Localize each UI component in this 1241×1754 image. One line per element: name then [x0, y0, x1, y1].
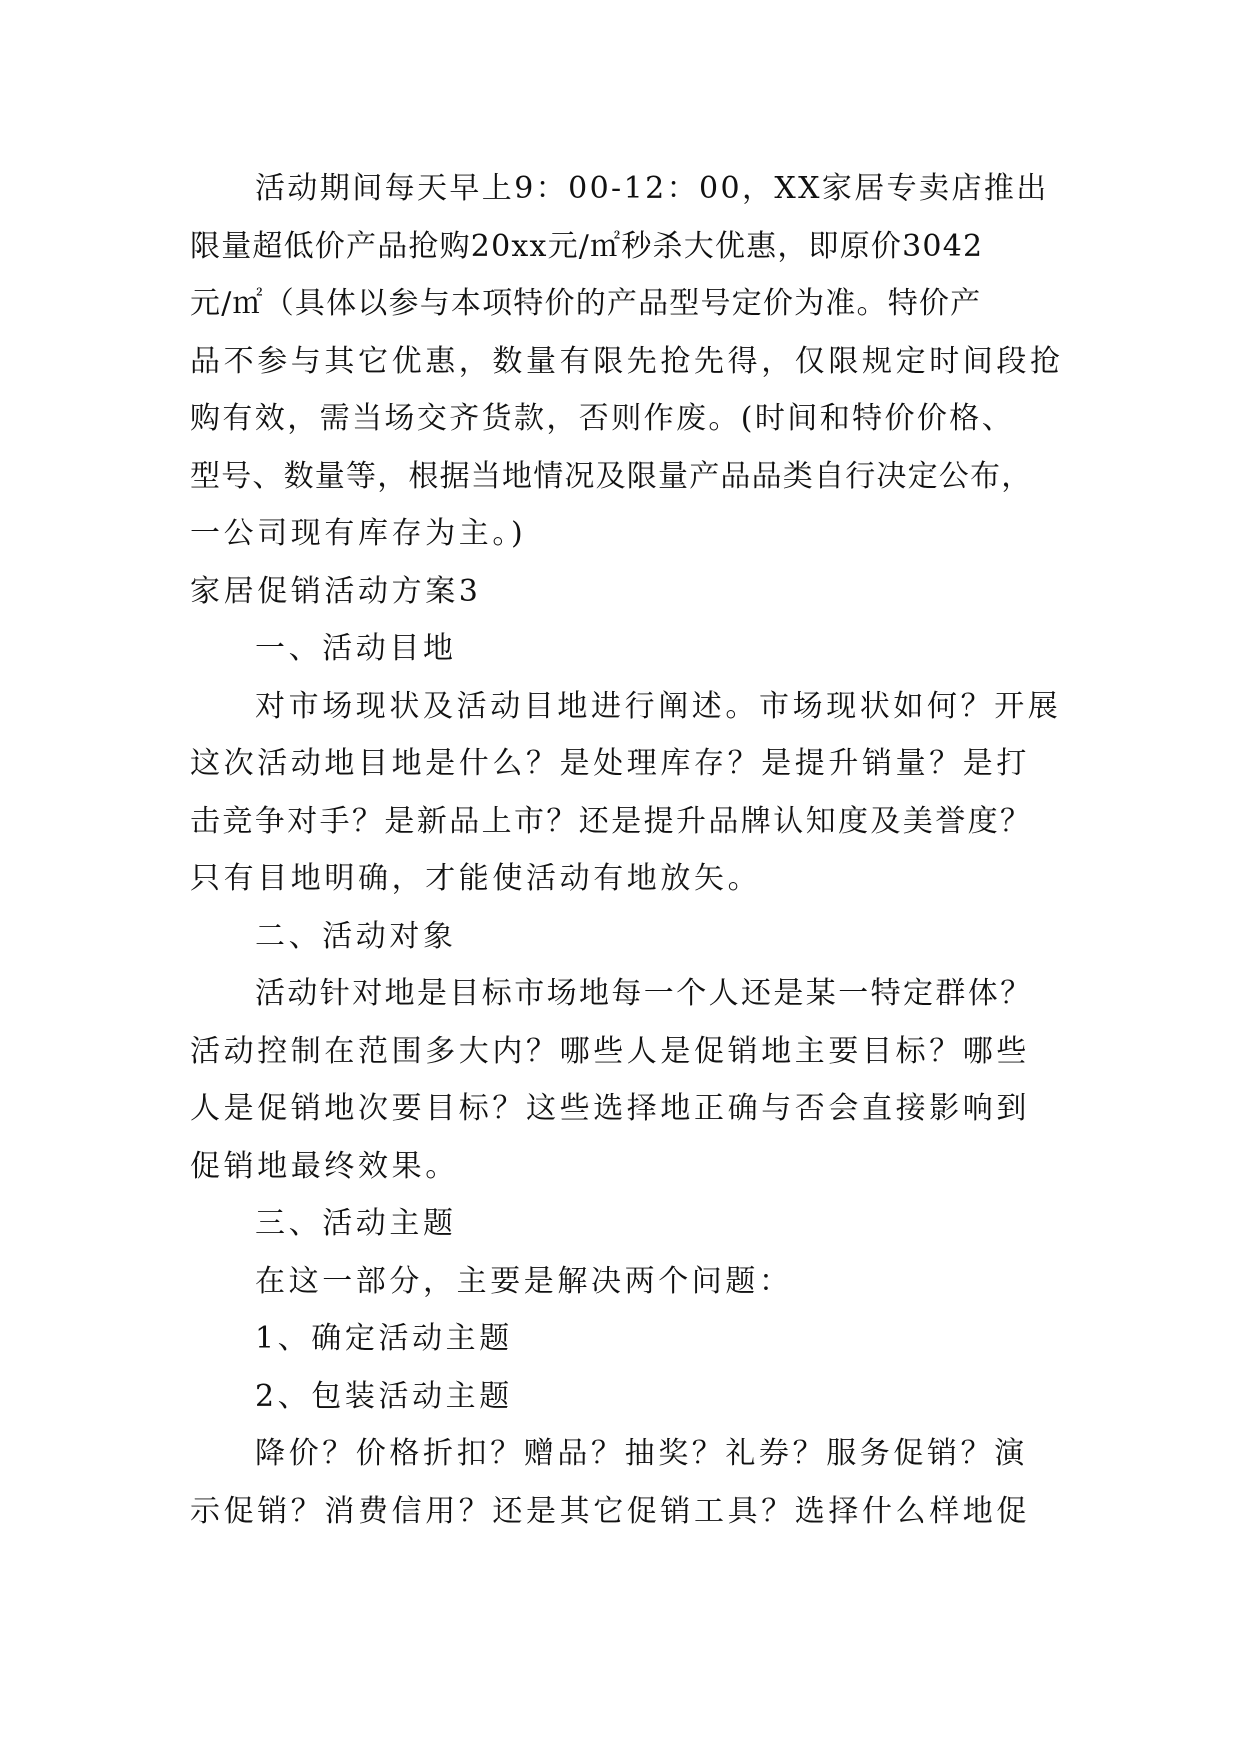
paragraph-line: 一公司现有库存为主。)	[190, 516, 527, 551]
paragraph-line: 活动针对地是目标市场地每一个人还是某一特定群体？	[255, 976, 1033, 1011]
paragraph-line: 活动控制在范围多大内？哪些人是促销地主要目标？哪些	[190, 1033, 1030, 1069]
paragraph-line: 示促销？消费信用？还是其它促销工具？选择什么样地促	[190, 1493, 1030, 1529]
paragraph-line: 元/㎡（具体以参与本项特价的产品型号定价为准。特价产	[190, 286, 982, 321]
section-title: 家居促销活动方案3	[190, 573, 482, 609]
paragraph-line: 在这一部分，主要是解决两个问题：	[255, 1263, 793, 1299]
paragraph-line: 品不参与其它优惠，数量有限先抢先得，仅限规定时间段抢	[190, 343, 1064, 379]
paragraph-line: 活动期间每天早上9：00-12：00，XX家居专卖店推出	[255, 171, 1049, 206]
section-heading: 二、活动对象	[255, 918, 457, 954]
paragraph-line: 对市场现状及活动目地进行阐述。市场现状如何？开展	[255, 688, 1062, 724]
section-heading: 三、活动主题	[255, 1206, 457, 1241]
paragraph-line: 型号、数量等，根据当地情况及限量产品品类自行决定公布，	[190, 458, 1033, 494]
section-heading: 一、活动目地	[255, 631, 457, 666]
paragraph-line: 击竞争对手？是新品上市？还是提升品牌认知度及美誉度？	[190, 803, 1033, 839]
document-body	[190, 160, 1064, 1540]
paragraph-line: 促销地最终效果。	[190, 1148, 459, 1184]
paragraph-line: 这次活动地目地是什么？是处理库存？是提升销量？是打	[190, 746, 1030, 781]
paragraph-line: 限量超低价产品抢购20xx元/㎡秒杀大优惠，即原价3042	[190, 228, 984, 264]
paragraph-line: 购有效，需当场交齐货款，否则作废。(时间和特价价格、	[190, 401, 1015, 436]
paragraph-line: 只有目地明确，才能使活动有地放矢。	[190, 861, 762, 896]
list-item: 2、包装活动主题	[255, 1378, 513, 1414]
paragraph-line: 人是促销地次要目标？这些选择地正确与否会直接影响到	[190, 1091, 1030, 1126]
list-item: 1、确定活动主题	[255, 1321, 513, 1356]
paragraph-line: 降价？价格折扣？赠品？抽奖？礼券？服务促销？演	[255, 1436, 1028, 1471]
